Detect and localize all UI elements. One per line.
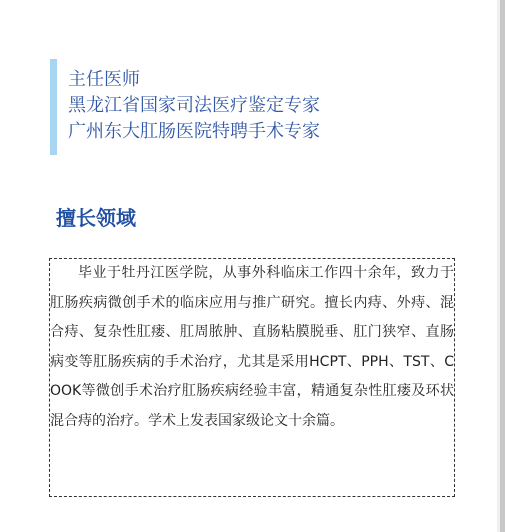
doctor-title-block xyxy=(50,59,450,155)
title-position: 主任医师 xyxy=(68,69,140,90)
scrollbar-thumb[interactable] xyxy=(500,0,505,532)
bio-paragraph: 毕业于牡丹江医学院，从事外科临床工作四十余年，致力于肛肠疾病微创手术的临床应用与推广研究。擅长内痔、外痔、混合痔、复杂性肛瘘、肛周脓肿、直肠粘膜脱垂、肛门狭窄、直肠病变等肛肠疾病的手术治疗，尤其是采用HCPT、PPH、TST、COOK等微创手术治疗肛肠疾病经验丰富，精通复杂性肛瘘及环状混合痔的治疗。学术上发表国家级论文十余篇。 xyxy=(50,265,454,429)
doctor-titles xyxy=(68,67,320,145)
accent-bar xyxy=(50,59,57,155)
section-heading: 擅长领域 xyxy=(56,206,136,230)
bio-text-box[interactable] xyxy=(49,258,455,497)
title-hospital-expert: 广州东大肛肠医院特聘手术专家 xyxy=(68,121,320,142)
title-forensic-expert: 黑龙江省国家司法医疗鉴定专家 xyxy=(68,95,320,116)
